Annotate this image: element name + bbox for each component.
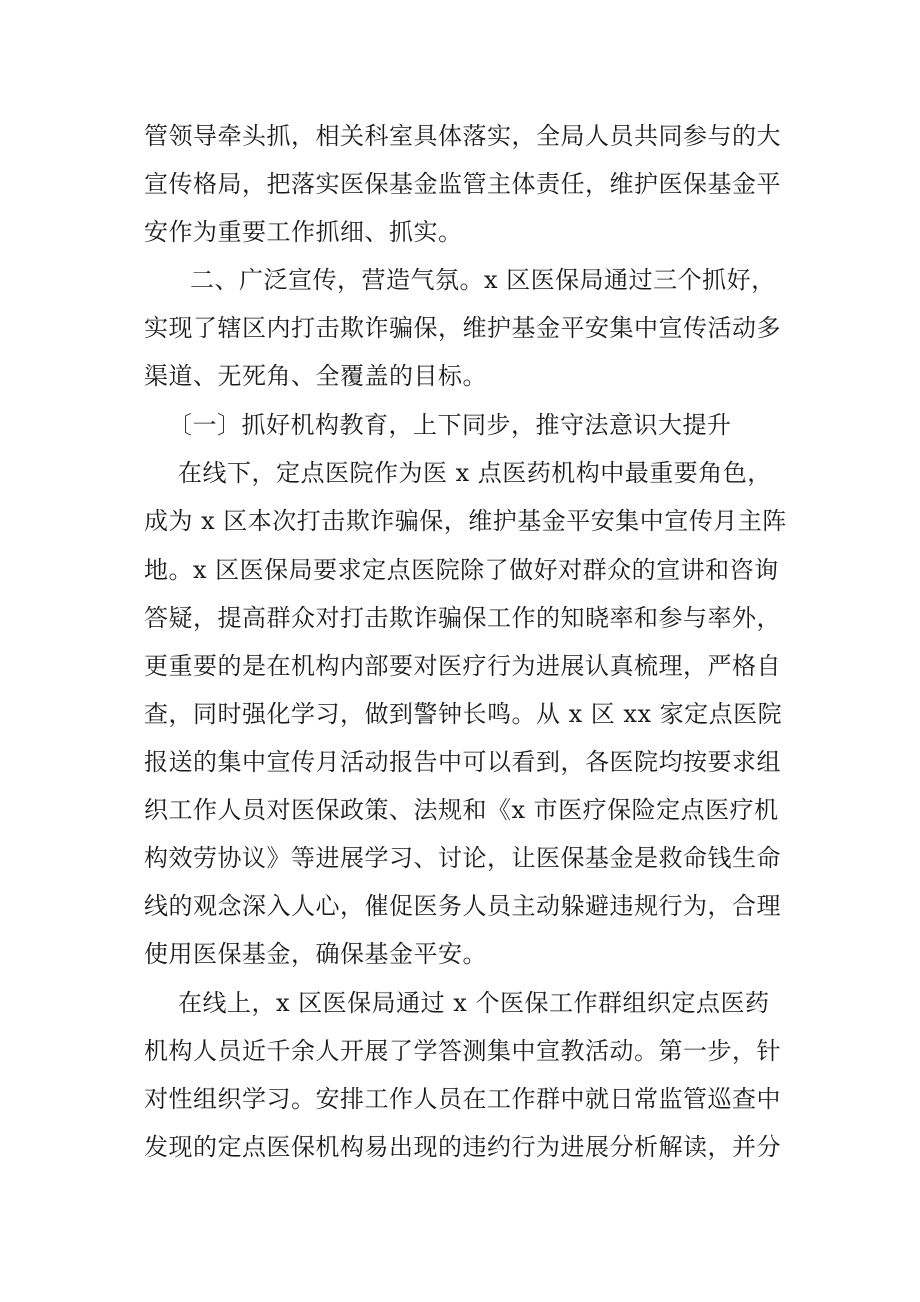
text-line: 实现了辖区内打击欺诈骗保，维护基金平安集中宣传活动多 — [144, 314, 781, 342]
text-line: 管领导牵头抓，相关科室具体落实，全局人员共同参与的大 — [144, 122, 781, 150]
text-line: 发现的定点医保机构易出现的违约行为进展分析解读，并分 — [144, 1133, 781, 1161]
text-line: 线的观念深入人心，催促医务人员主动躲避违规行为，合理 — [144, 892, 781, 920]
text-line: 宣传格局，把落实医保基金监管主体责任，维护医保基金平 — [144, 170, 781, 198]
text-line: 更重要的是在机构内部要对医疗行为进展认真梳理，严格自 — [144, 652, 781, 680]
text-line: 织工作人员对医保政策、法规和《x 市医疗保险定点医疗机 — [144, 796, 779, 824]
text-line: 成为 x 区本次打击欺诈骗保，维护基金平安集中宣传月主阵 — [144, 507, 787, 535]
text-line: 使用医保基金，确保基金平安。 — [144, 940, 487, 968]
text-line: 答疑，提高群众对打击欺诈骗保工作的知晓率和参与率外， — [144, 604, 781, 632]
text-line: 查，同时强化学习，做到警钟长鸣。从 x 区 xx 家定点医院 — [144, 700, 783, 728]
text-line: 机构人员近千余人开展了学答测集中宣教活动。第一步，针 — [144, 1037, 781, 1065]
text-line: 渠道、无死角、全覆盖的目标。 — [144, 362, 487, 390]
text-line: 安作为重要工作抓细、抓实。 — [144, 218, 463, 246]
text-line: 在线上，x 区医保局通过 x 个医保工作群组织定点医药 — [178, 989, 770, 1017]
subsection-heading: 〔一〕抓好机构教育，上下同步，推守法意识大提升 — [168, 411, 732, 439]
text-line: 地。x 区医保局要求定点医院除了做好对群众的宣讲和咨询 — [144, 556, 779, 584]
text-line: 构效劳协议》等进展学习、讨论，让医保基金是救命钱生命 — [144, 844, 781, 872]
text-line: 在线下，定点医院作为医 x 点医药机构中最重要角色， — [178, 459, 772, 487]
text-line: 报送的集中宣传月活动报告中可以看到，各医院均按要求组 — [144, 748, 781, 776]
section-heading: 二、广泛宣传，营造气氛。x 区医保局通过三个抓好， — [190, 266, 776, 294]
text-line: 对性组织学习。安排工作人员在工作群中就日常监管巡查中 — [144, 1085, 781, 1113]
